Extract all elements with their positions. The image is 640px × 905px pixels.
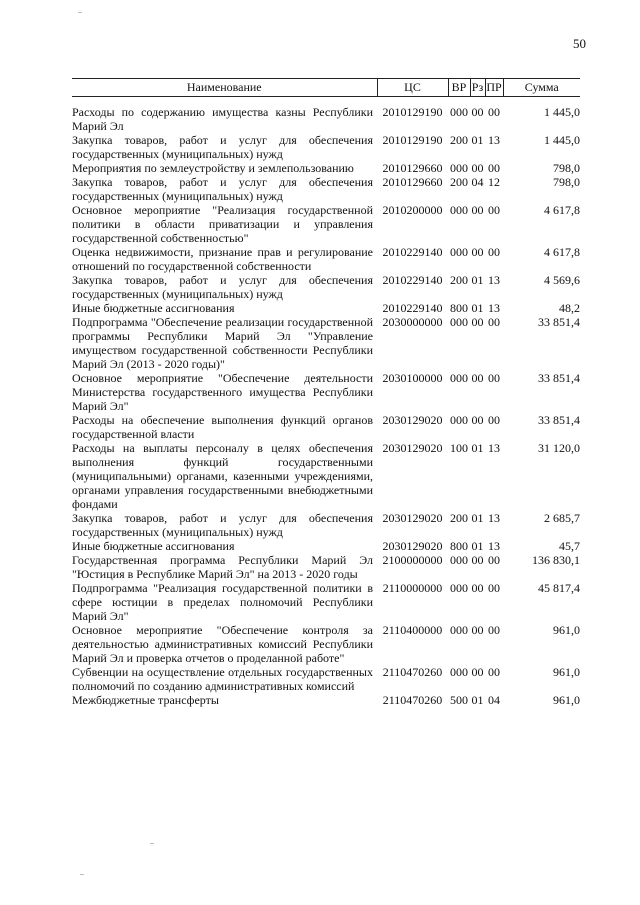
- cell-vr: 000: [450, 105, 468, 119]
- cell-cs: 2030129020: [382, 539, 443, 553]
- table-row: [72, 273, 580, 301]
- cell-sum: 31 120,0: [538, 441, 580, 455]
- cell-cs: 2010229140: [382, 245, 443, 259]
- cell-sum: 45,7: [559, 539, 580, 553]
- table-header: [72, 79, 580, 97]
- cell-pr: 00: [488, 315, 500, 329]
- cell-sum: 33 851,4: [538, 413, 580, 427]
- cell-rz: 04: [471, 175, 484, 189]
- cell-sum: 45 817,4: [538, 581, 580, 595]
- cell-cs: 2010129660: [382, 161, 443, 175]
- cell-cs: 2010200000: [382, 203, 443, 217]
- cell-rz: 01: [471, 301, 484, 315]
- table-row: [72, 175, 580, 203]
- cell-pr: 00: [488, 161, 500, 175]
- cell-vr: 000: [450, 413, 468, 427]
- table-row: [72, 553, 580, 581]
- cell-cs: 2010129190: [382, 133, 443, 147]
- cell-pr: 13: [488, 133, 500, 147]
- cell-vr: 500: [450, 693, 468, 707]
- cell-vr: 000: [450, 371, 468, 385]
- scan-mark: [150, 843, 154, 844]
- budget-table: [72, 78, 580, 707]
- cell-cs: 2030000000: [382, 315, 443, 329]
- cell-name: Государственная программа Республики Марий Эл "Юстиция в Республике Марий Эл" на 2013 - 2020 годы: [72, 553, 373, 581]
- cell-name: Основное мероприятие "Обеспечение деятельности Министерства государственного имущества Республики Марий Эл": [72, 371, 373, 413]
- cell-cs: 2010129190: [382, 105, 443, 119]
- cell-pr: 00: [488, 371, 500, 385]
- cell-rz: 00: [471, 581, 484, 595]
- cell-sum: 798,0: [553, 161, 580, 175]
- table-body: [72, 97, 580, 708]
- cell-cs: 2110400000: [382, 623, 443, 637]
- cell-name: Расходы на обеспечение выполнения функций органов государственной власти: [72, 413, 373, 441]
- cell-vr: 000: [450, 553, 468, 567]
- cell-name: Иные бюджетные ассигнования: [72, 301, 235, 315]
- table-row: [72, 623, 580, 665]
- cell-sum: 1 445,0: [544, 133, 580, 147]
- table-row: [72, 665, 580, 693]
- cell-sum: 33 851,4: [538, 371, 580, 385]
- scan-mark: [78, 12, 82, 13]
- cell-vr: 000: [450, 581, 468, 595]
- cell-sum: 1 445,0: [544, 105, 580, 119]
- table-row: [72, 441, 580, 511]
- cell-vr: 800: [450, 539, 468, 553]
- cell-vr: 800: [450, 301, 468, 315]
- cell-pr: 13: [488, 511, 500, 525]
- cell-rz: 00: [471, 665, 484, 679]
- cell-pr: 00: [488, 203, 500, 217]
- cell-pr: 00: [488, 105, 500, 119]
- cell-name: Основное мероприятие "Обеспечение контроля за деятельностью административных комиссий Республики Марий Эл и проверка отчетов о проделанной работе": [72, 623, 373, 665]
- table-row: [72, 97, 580, 134]
- cell-name: Межбюджетные трансферты: [72, 693, 219, 707]
- cell-pr: 00: [488, 553, 500, 567]
- cell-name: Закупка товаров, работ и услуг для обеспечения государственных (муниципальных) нужд: [72, 175, 373, 203]
- cell-rz: 00: [471, 203, 484, 217]
- cell-pr: 00: [488, 413, 500, 427]
- cell-sum: 4 569,6: [544, 273, 580, 287]
- cell-sum: 961,0: [553, 665, 580, 679]
- table-row: [72, 693, 580, 707]
- cell-rz: 01: [471, 511, 484, 525]
- cell-sum: 961,0: [553, 693, 580, 707]
- cell-pr: 12: [488, 175, 500, 189]
- cell-rz: 00: [471, 553, 484, 567]
- cell-cs: 2110470260: [382, 665, 443, 679]
- header-sum: Сумма: [503, 79, 580, 97]
- cell-rz: 01: [471, 133, 484, 147]
- cell-cs: 2010129660: [382, 175, 443, 189]
- cell-vr: 000: [450, 161, 468, 175]
- cell-vr: 000: [450, 203, 468, 217]
- header-name: Наименование: [72, 79, 377, 97]
- table-row: [72, 315, 580, 371]
- table-row: [72, 133, 580, 161]
- cell-sum: 798,0: [553, 175, 580, 189]
- header-rz: Рз: [470, 79, 485, 97]
- cell-sum: 48,2: [559, 301, 580, 315]
- cell-vr: 200: [450, 511, 468, 525]
- cell-cs: 2100000000: [382, 553, 443, 567]
- table-row: [72, 511, 580, 539]
- table-row: [72, 245, 580, 273]
- table-row: [72, 413, 580, 441]
- cell-pr: 00: [488, 665, 500, 679]
- cell-sum: 961,0: [553, 623, 580, 637]
- cell-pr: 13: [488, 273, 500, 287]
- cell-cs: 2030129020: [382, 413, 443, 427]
- cell-name: Оценка недвижимости, признание прав и регулирование отношений по государственной собственности: [72, 245, 373, 273]
- cell-cs: 2010229140: [382, 301, 443, 315]
- cell-rz: 00: [471, 371, 484, 385]
- cell-pr: 13: [488, 301, 500, 315]
- cell-pr: 13: [488, 539, 500, 553]
- cell-vr: 200: [450, 133, 468, 147]
- cell-pr: 00: [488, 581, 500, 595]
- cell-vr: 200: [450, 273, 468, 287]
- cell-vr: 000: [450, 665, 468, 679]
- cell-name: Расходы по содержанию имущества казны Республики Марий Эл: [72, 105, 373, 133]
- cell-vr: 200: [450, 175, 468, 189]
- cell-name: Подпрограмма "Реализация государственной политики в сфере юстиции в пределах полномочий Республики Марий Эл": [72, 581, 373, 623]
- cell-cs: 2110000000: [382, 581, 443, 595]
- cell-sum: 136 830,1: [532, 553, 580, 567]
- table-row: [72, 539, 580, 553]
- table-row: [72, 371, 580, 413]
- cell-rz: 01: [471, 539, 484, 553]
- cell-pr: 00: [488, 623, 500, 637]
- header-cs: ЦС: [377, 79, 448, 97]
- table-row: [72, 161, 580, 175]
- cell-rz: 00: [471, 245, 484, 259]
- cell-cs: 2010229140: [382, 273, 443, 287]
- cell-rz: 00: [471, 413, 484, 427]
- cell-name: Иные бюджетные ассигнования: [72, 539, 235, 553]
- table-row: [72, 581, 580, 623]
- page-number: 50: [573, 36, 586, 51]
- table-row: [72, 203, 580, 245]
- cell-sum: 4 617,8: [544, 245, 580, 259]
- cell-rz: 01: [471, 693, 484, 707]
- cell-name: Закупка товаров, работ и услуг для обеспечения государственных (муниципальных) нужд: [72, 511, 373, 539]
- table-row: [72, 301, 580, 315]
- scan-mark: [80, 874, 84, 875]
- cell-cs: 2030129020: [382, 441, 443, 455]
- cell-vr: 000: [450, 623, 468, 637]
- cell-pr: 04: [488, 693, 500, 707]
- cell-vr: 100: [450, 441, 468, 455]
- cell-rz: 00: [471, 105, 484, 119]
- cell-cs: 2030129020: [382, 511, 443, 525]
- header-vr: ВР: [448, 79, 470, 97]
- cell-vr: 000: [450, 245, 468, 259]
- cell-name: Подпрограмма "Обеспечение реализации государственной программы Республики Марий Эл "Управление имуществом государственной собственности Республики Марий Эл (2013 - 2020 годы)": [72, 315, 373, 371]
- cell-name: Закупка товаров, работ и услуг для обеспечения государственных (муниципальных) нужд: [72, 273, 373, 301]
- cell-pr: 00: [488, 245, 500, 259]
- cell-name: Мероприятия по землеустройству и землепользованию: [72, 161, 354, 175]
- cell-name: Субвенции на осуществление отдельных государственных полномочий по созданию административных комиссий: [72, 665, 373, 693]
- cell-sum: 4 617,8: [544, 203, 580, 217]
- cell-rz: 01: [471, 273, 484, 287]
- cell-pr: 13: [488, 441, 500, 455]
- cell-sum: 33 851,4: [538, 315, 580, 329]
- header-pr: ПР: [485, 79, 503, 97]
- cell-name: Закупка товаров, работ и услуг для обеспечения государственных (муниципальных) нужд: [72, 133, 373, 161]
- cell-rz: 01: [471, 441, 484, 455]
- cell-cs: 2110470260: [382, 693, 443, 707]
- cell-cs: 2030100000: [382, 371, 443, 385]
- cell-name: Основное мероприятие "Реализация государственной политики в области приватизации и управления государственной собственностью": [72, 203, 373, 245]
- cell-vr: 000: [450, 315, 468, 329]
- cell-rz: 00: [471, 623, 484, 637]
- cell-rz: 00: [471, 161, 484, 175]
- cell-sum: 2 685,7: [544, 511, 580, 525]
- cell-name: Расходы на выплаты персоналу в целях обеспечения выполнения функций государственными (муниципальными) органами, казенными учреждениями, органами управления государственными внебюджетными фондами: [72, 441, 373, 511]
- cell-rz: 00: [471, 315, 484, 329]
